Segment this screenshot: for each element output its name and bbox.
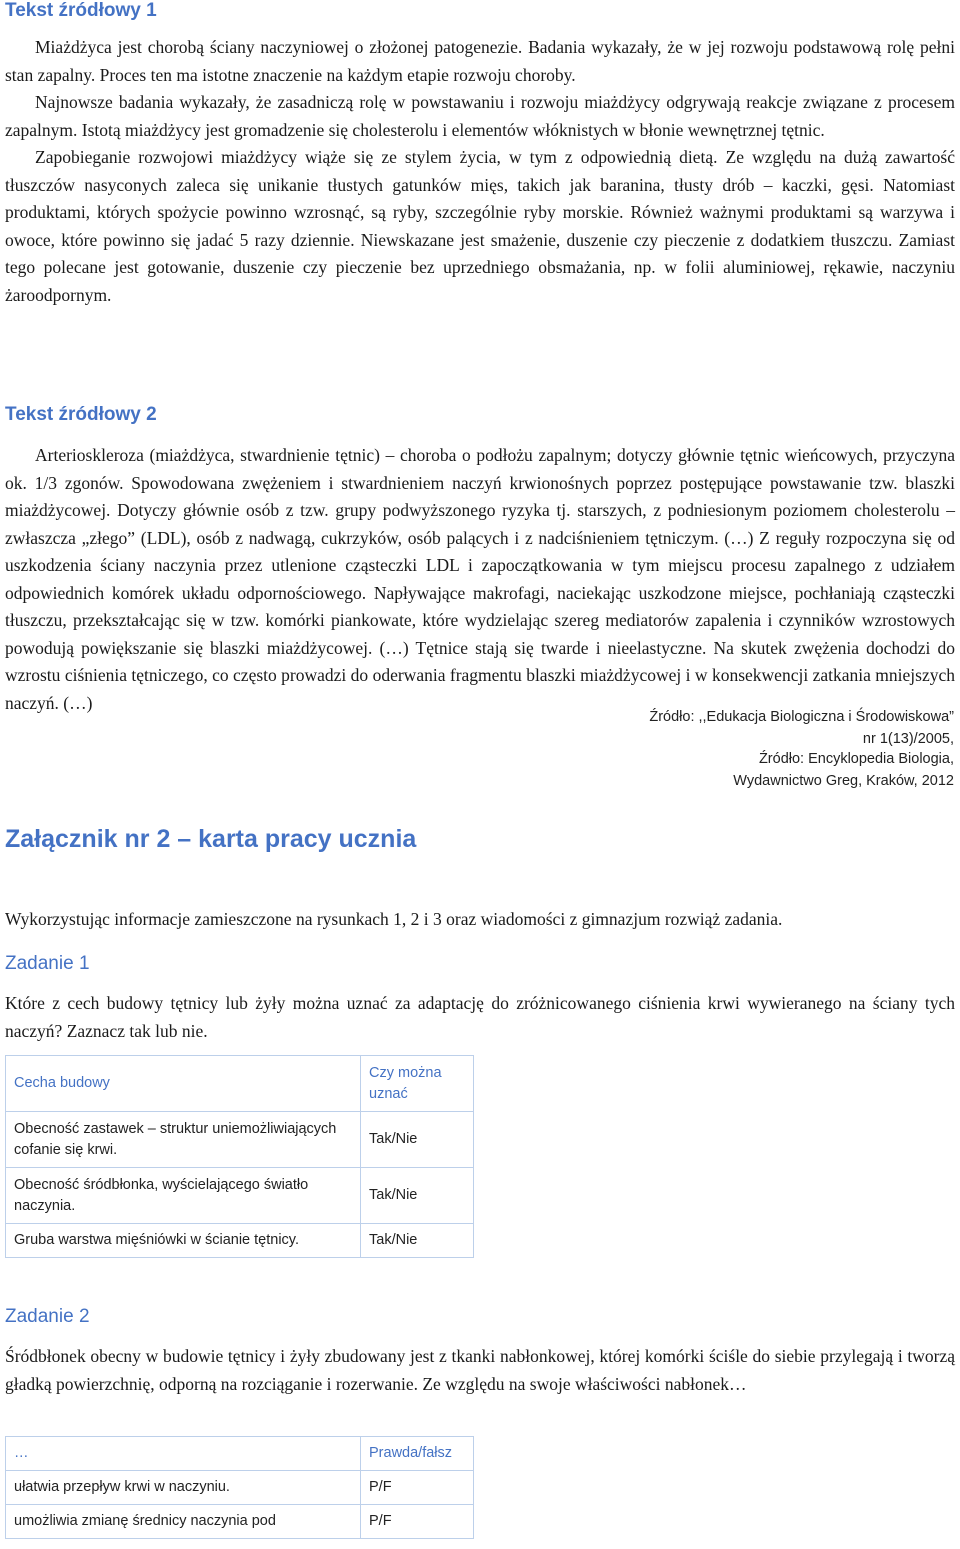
task1-question-block (5, 990, 955, 1045)
table-header-row (6, 1056, 474, 1112)
citation-line: Źródło: ,,Edukacja Biologiczna i Środowiskowa” (649, 709, 954, 725)
table-header-cell: Prawda/fałsz (361, 1437, 474, 1471)
attachment-heading: Załącznik nr 2 – karta pracy ucznia (5, 825, 417, 853)
table-cell-answer[interactable]: Tak/Nie (361, 1168, 474, 1224)
task1-table (5, 1055, 474, 1258)
task1-heading: Zadanie 1 (5, 953, 90, 974)
task1-question: Które z cech budowy tętnicy lub żyły można uznać za adaptację do zróżnicowanego ciśnienia krwi wywieranego na ściany tych naczyń? Zaznacz tak lub nie. (5, 993, 955, 1041)
source2-paragraph: Arterioskleroza (miażdżyca, stwardnienie tętnic) – choroba o podłożu zapalnym; dotyczy głównie tętnic wieńcowych, przyczyna ok. 1/3 zgonów. Spowodowana zwężeniem i stwardnieniem naczyń krwionośnych poprzez postępujące powstawanie tzw. blaszki miażdżycowej. Dotyczy głównie osób z tzw. grupy podwyższonego ryzyka tj. starszych, z podniesionym poziomem cholesterolu – zwłaszcza „złego” (LDL), osób z nadwagą, cukrzyków, osób palących i z nadciśnieniem tętniczym. (…) Z reguły rozpoczyna się od uszkodzenia ściany naczynia przez utlenione cząsteczki LDL i zapoczątkowania w tym miejscu procesu zapalnego z udziałem odpowiednich komórek układu odpornościowego. Napływające makrofagi, naciekając uszkodzone miejsce, pochłaniają cząsteczki tłuszczu, przekształcając się w tzw. komórki piankowate, które wydzielając szereg mediatorów zapalenia i czynników wzrostowych powodują powiększanie się blaszki miażdżycowej. (…) Tętnice stają się twarde i nieelastyczne. Na skutek zwężenia dochodzi do wzrostu ciśnienia tętniczego, co często prowadzi do oderwania fragmentu blaszki miażdżycowej i w konsekwencji zatkania mniejszych naczyń. (…) (5, 445, 955, 713)
task2-table (5, 1436, 474, 1539)
source2-citation (733, 748, 954, 792)
table-cell-statement: ułatwia przepływ krwi w naczyniu. (6, 1471, 361, 1505)
citation-line: Wydawnictwo Greg, Kraków, 2012 (733, 773, 954, 789)
table-header-cell: … (6, 1437, 361, 1471)
table-row (6, 1505, 474, 1539)
table-header-row (6, 1437, 474, 1471)
attachment-intro-block (5, 906, 955, 934)
citation-line: nr 1(13)/2005, (862, 731, 954, 747)
source1-paragraph: Zapobieganie rozwojowi miażdżycy wiąże się ze stylem życia, w tym z odpowiednią dietą. Ze względu na dużą zawartość tłuszczów nasyconych zaleca się unikanie tłustych gatunków mięs, takich jak baranina, tłusty drób – kaczki, gęsi. Natomiast produktami, których spożycie powinno wzrosnąć, są ryby, szczególnie ryby morskie. Również ważnymi produktami są warzywa i owoce, które powinno się jadać 5 razy dziennie. Niewskazane jest smażenie, duszenie czy pieczenie z dodatkiem tłuszczu. Zamiast tego polecane jest gotowanie, duszenie czy pieczenie bez uprzedniego obsmażania, np. w folii aluminiowej, rękawie, naczyniu żaroodpornym. (5, 147, 955, 305)
source1-paragraph: Najnowsze badania wykazały, że zasadniczą rolę w powstawaniu i rozwoju miażdżycy odgrywają reakcje związane z procesem zapalnym. Istotą miażdżycy jest gromadzenie się cholesterolu i elementów włóknistych w błonie wewnętrznej tętnic. (5, 92, 955, 140)
table-row (6, 1471, 474, 1505)
table-cell-answer[interactable]: P/F (361, 1505, 474, 1539)
source1-paragraph: Miażdżyca jest chorobą ściany naczyniowej o złożonej patogenezie. Badania wykazały, że w jej rozwoju podstawową rolę pełni stan zapalny. Proces ten ma istotne znaczenie na każdym etapie rozwoju choroby. (5, 37, 955, 85)
table-row (6, 1224, 474, 1258)
task2-question-block (5, 1343, 955, 1398)
attachment-intro: Wykorzystując informacje zamieszczone na rysunkach 1, 2 i 3 oraz wiadomości z gimnazjum rozwiąż zadania. (5, 909, 783, 929)
table-cell-feature: Obecność zastawek – struktur uniemożliwiających cofanie się krwi. (6, 1112, 361, 1168)
table-cell-answer[interactable]: P/F (361, 1471, 474, 1505)
table-cell-answer[interactable]: Tak/Nie (361, 1112, 474, 1168)
task2-heading: Zadanie 2 (5, 1306, 90, 1327)
table-row (6, 1112, 474, 1168)
citation-line: Źródło: Encyklopedia Biologia, (758, 751, 954, 767)
table-cell-answer[interactable]: Tak/Nie (361, 1224, 474, 1258)
table-cell-statement: umożliwia zmianę średnicy naczynia pod (6, 1505, 361, 1539)
source1-text (5, 34, 955, 309)
table-cell-feature: Gruba warstwa mięśniówki w ścianie tętnicy. (6, 1224, 361, 1258)
task2-question: Śródbłonek obecny w budowie tętnicy i żyły zbudowany jest z tkanki nabłonkowej, której komórki ściśle do siebie przylegają i tworzą gładką powierzchnię, odporną na rozciąganie i rozerwanie. Ze względu na swoje właściwości nabłonek… (5, 1346, 955, 1394)
table-row (6, 1168, 474, 1224)
table-cell-feature: Obecność śródbłonka, wyścielającego światło naczynia. (6, 1168, 361, 1224)
source2-text (5, 442, 955, 717)
table-header-cell: Czy można uznać (361, 1056, 474, 1112)
source2-heading: Tekst źródłowy 2 (5, 404, 157, 425)
table-header-cell: Cecha budowy (6, 1056, 361, 1112)
source1-heading: Tekst źródłowy 1 (5, 0, 157, 21)
